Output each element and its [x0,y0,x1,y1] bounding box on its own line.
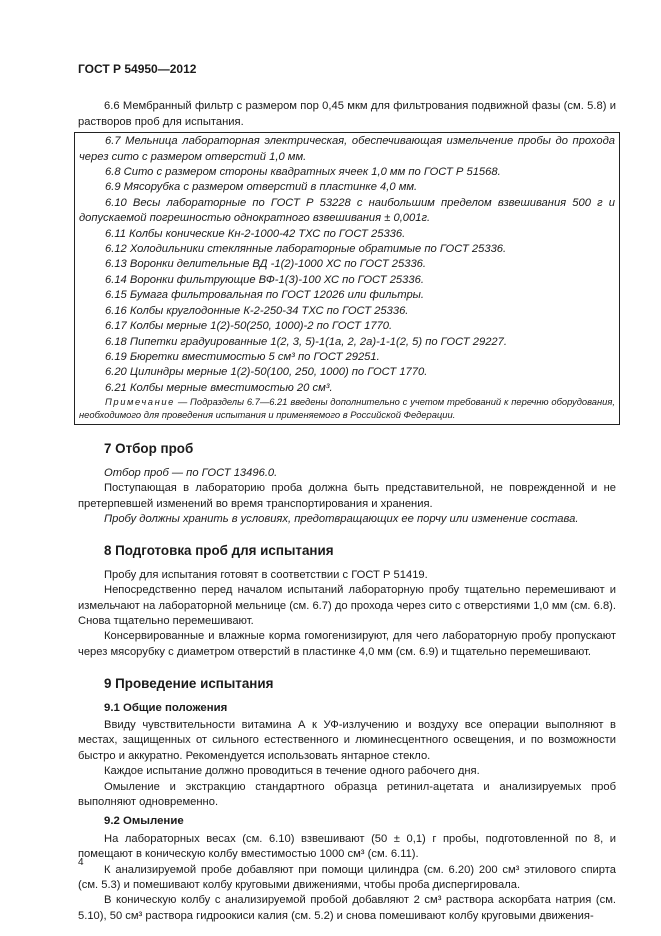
clause-6-14: 6.14 Воронки фильтрующие ВФ-1(3)-100 ХС по ГОСТ 25336. [105,273,424,286]
section-8-title: 8 Подготовка проб для испытания [104,543,334,559]
page-number: 4 [78,857,84,868]
clause-6-13: 6.13 Воронки делительные ВД -1(2)-1000 ХС по ГОСТ 25336. [105,258,427,271]
clause-6-9: 6.9 Мясорубка с размером отверстий в пластинке 4,0 мм. [105,181,418,194]
section-7-title: 7 Отбор проб [104,441,194,457]
s8-p3: Консервированные и влажные корма гомогенизируют, для чего лабораторную пробу пропускают через мясорубку с диаметром отверстий в пластинке 4,0 мм (см. 6.9) и тщательно перемешивают. [78,630,616,658]
document-header: ГОСТ Р 54950—2012 [78,62,197,76]
s9-p1: Ввиду чувствительности витамина А к УФ-излучению и воздуху все операции выполняют в местах, защищенных от сильного естественного и люминесцентного освещения, и по возможности быстро и аккуратно. Рекомендуется использовать янтарное стекло. [78,719,616,762]
note [79,396,615,421]
section-9-title: 9 Проведение испытания [104,676,274,692]
s9-p3: Омыление и экстракцию стандартного образца ретинил-ацетата и анализируемых проб выполняют одновременно. [78,780,616,809]
clause-6-6: 6.6 Мембранный фильтр с размером пор 0,45 мкм для фильтрования подвижной фазы (см. 5.8) и растворов проб для испытания. [78,100,616,128]
s7-p1: Отбор проб — по ГОСТ 13496.0. [104,466,278,479]
clause-6-17: 6.17 Колбы мерные 1(2)-50(250, 1000)-2 по ГОСТ 1770. [105,320,393,333]
clause-6-10: 6.10 Весы лабораторные по ГОСТ Р 53228 с наибольшим пределом взвешивания 500 г и допускаемой погрешностью однократного взвешивания ± 0,001г. [79,196,615,225]
subsection-9-2-title: 9.2 Омыление [104,815,184,828]
note-text: — Подразделы 6.7—6.21 введены дополнительно с учетом требований к перечню оборудования, необходимого для проведения испытания и применяемого в Российской Федерации. [79,396,615,420]
s8-p2: Непосредственно перед началом испытаний лабораторную пробу тщательно перемешивают и измельчают на лабораторной мельнице (см. 6.7) до прохода через сито с отверстиями 1,0 мм (см. 6.8). Снова тщательно перемешивают. [78,584,616,627]
s8-p1: Пробу для испытания готовят в соответствии с ГОСТ Р 51419. [104,568,428,581]
framed-additions-box [74,132,620,425]
clause-6-11: 6.11 Колбы конические Кн-2-1000-42 ТХС по ГОСТ 25336. [105,227,406,240]
note-label: Примечание [105,396,175,408]
clause-6-20: 6.20 Цилиндры мерные 1(2)-50(100, 250, 1000) по ГОСТ 1770. [105,366,428,379]
clause-6-19: 6.19 Бюретки вместимостью 5 см³ по ГОСТ 29251. [105,350,380,363]
subsection-9-1-title: 9.1 Общие положения [104,701,228,714]
s7-p2: Поступающая в лабораторию проба должна быть представительной, не поврежденной и не претерпевшей изменений во время транспортирования и хранения. [78,482,616,510]
document-page [78,62,616,924]
clause-6-15: 6.15 Бумага фильтровальная по ГОСТ 12026 или фильтры. [105,289,425,302]
s9-p2: Каждое испытание должно проводиться в течение одного рабочего дня. [104,765,480,778]
clause-6-8: 6.8 Сито с размером стороны квадратных ячеек 1,0 мм по ГОСТ Р 51568. [105,166,501,179]
s9-p4: На лабораторных весах (см. 6.10) взвешивают (50 ± 0,1) г пробы, подготовленной по 8, и помещают в коническую колбу вместимостью 1000 см³ (см. 6.11). [78,832,616,861]
s7-p3: Пробу должны хранить в условиях, предотвращающих ее порчу или изменение состава. [104,512,579,525]
s9-p5: К анализируемой пробе добавляют при помощи цилиндра (см. 6.20) 200 см³ этилового спирта (см. 5.3) и помешивают колбу круговыми движениями, чтобы проба диспергировала. [78,863,616,892]
clause-6-16: 6.16 Колбы круглодонные К-2-250-34 ТХС по ГОСТ 25336. [105,304,409,317]
clause-6-21: 6.21 Колбы мерные вместимостью 20 см³. [105,381,333,394]
clause-6-12: 6.12 Холодильники стеклянные лабораторные обратимые по ГОСТ 25336. [105,243,507,256]
s9-p6: В коническую колбу с анализируемой пробой добавляют 2 см³ раствора аскорбата натрия (см. 5.10), 50 см³ раствора гидроокиси калия (см. 5.2) и снова помешивают колбу круговыми движения- [78,894,616,922]
clause-6-7: 6.7 Мельница лабораторная электрическая, обеспечивающая измельчение пробы до прохода через сито с размером отверстий 1,0 мм. [79,135,615,163]
clause-6-18: 6.18 Пипетки градуированные 1(2, 3, 5)-1(1а, 2, 2а)-1-1(2, 5) по ГОСТ 29227. [105,335,507,348]
